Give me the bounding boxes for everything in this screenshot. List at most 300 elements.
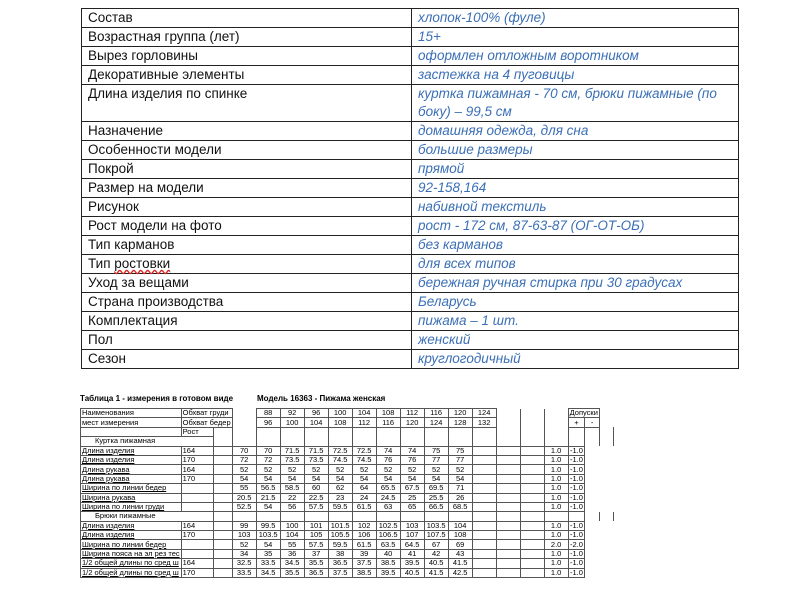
measurement-value: 24.5 — [376, 493, 400, 502]
empty-cell — [352, 427, 376, 436]
tolerance-minus-value: -1.0 — [569, 455, 583, 465]
measurement-value: 22 — [280, 493, 304, 502]
tolerance-minus-value: -1.0 — [569, 464, 583, 474]
property-row — [82, 179, 739, 198]
measurement-value: 69 — [448, 540, 472, 549]
empty-cell — [520, 437, 544, 446]
measurement-value: 41.5 — [448, 559, 472, 568]
empty-cell — [472, 493, 496, 502]
tolerance-plus: + — [568, 418, 585, 427]
hip-size-cell: 128 — [448, 418, 472, 427]
property-value: большие размеры — [412, 141, 739, 160]
measurement-value: 39.5 — [376, 568, 400, 577]
property-row — [82, 66, 739, 85]
measurement-value: 99 — [232, 521, 256, 530]
spellcheck-underline: ростовки — [114, 256, 171, 271]
measurement-value: 42 — [424, 549, 448, 558]
property-row — [82, 350, 739, 369]
empty-cell — [214, 540, 232, 549]
empty-cell — [232, 409, 256, 418]
measurement-value: 75 — [448, 446, 472, 455]
measurement-value: 41.5 — [424, 568, 448, 577]
measurement-value: 36.5 — [304, 568, 328, 577]
measurement-value: 107.5 — [424, 531, 448, 540]
measurement-value: 70 — [256, 446, 280, 455]
tolerance-minus-value: -1.0 — [569, 530, 583, 540]
property-value: пижама – 1 шт. — [412, 312, 739, 331]
measurement-height: 170 — [181, 474, 214, 483]
empty-cell — [496, 531, 520, 540]
chest-size-cell: 100 — [328, 409, 352, 418]
measurement-value: 54 — [280, 474, 304, 483]
measurement-value: 41 — [400, 549, 424, 558]
measurement-value: 54 — [232, 474, 256, 483]
property-label: Возрастная группа (лет) — [82, 28, 412, 47]
empty-cell — [448, 512, 472, 521]
empty-cell — [520, 568, 544, 577]
property-label: Вырез горловины — [82, 47, 412, 66]
measurement-value: 75 — [424, 446, 448, 455]
measurement-name: Ширина по линии бедер — [81, 484, 182, 493]
property-value: хлопок-100% (фуле) — [412, 9, 739, 28]
tolerance-plus-value: 2.0 — [544, 540, 568, 549]
measurement-value: 99.5 — [256, 521, 280, 530]
measurement-value: 62 — [328, 484, 352, 493]
property-row — [82, 312, 739, 331]
empty-cell — [520, 409, 544, 418]
empty-cell — [214, 531, 232, 540]
tolerance-minus-value: -1.0 — [569, 493, 583, 502]
empty-cell — [496, 484, 520, 493]
empty-cell — [496, 474, 520, 483]
measurement-value: 58.5 — [280, 484, 304, 493]
measurement-value: 103.5 — [256, 531, 280, 540]
tolerance-minus-value: -1.0 — [569, 474, 583, 483]
tolerance-minus-value: -1.0 — [569, 502, 583, 512]
empty-cell — [424, 437, 448, 446]
section-label: Брюки пижамные — [81, 512, 214, 521]
property-value: 92-158,164 — [412, 179, 739, 198]
empty-cell — [448, 427, 472, 436]
property-label: Страна производства — [82, 293, 412, 312]
measurement-value: 52.5 — [232, 502, 256, 511]
measurement-value: 70 — [232, 446, 256, 455]
property-label: Сезон — [82, 350, 412, 369]
measurement-value: 25 — [400, 493, 424, 502]
empty-cell — [520, 549, 544, 558]
empty-cell — [472, 427, 496, 436]
measurement-value: 68.5 — [448, 502, 472, 511]
property-label: Декоративные элементы — [82, 66, 412, 85]
measurement-name: Длина изделия — [81, 531, 182, 540]
measurement-value: 57.5 — [304, 540, 328, 549]
measurement-value: 77 — [424, 455, 448, 464]
tolerance-minus-value: -1.0 — [569, 446, 583, 455]
property-value: круглогодичный — [412, 350, 739, 369]
measurement-value: 35 — [256, 549, 280, 558]
empty-cell — [544, 512, 568, 521]
property-label: Тип карманов — [82, 236, 412, 255]
empty-cell — [520, 455, 544, 464]
chest-size-cell: 96 — [304, 409, 328, 418]
measurement-value: 60 — [304, 484, 328, 493]
empty-cell — [448, 437, 472, 446]
empty-cell — [376, 512, 400, 521]
measurement-height — [181, 502, 214, 511]
measurement-height — [181, 540, 214, 549]
measurement-value: 100 — [280, 521, 304, 530]
measurement-value: 37 — [304, 549, 328, 558]
empty-cell — [232, 437, 256, 446]
empty-cell — [256, 512, 280, 521]
tolerance-plus-value: 1.0 — [544, 465, 568, 474]
measurement-table-block — [80, 394, 748, 596]
empty-cell — [214, 559, 232, 568]
measurement-name: Длина рукава — [81, 474, 182, 483]
measurement-value: 52 — [376, 465, 400, 474]
empty-cell — [81, 427, 182, 436]
empty-cell — [496, 512, 520, 521]
empty-cell — [544, 409, 568, 418]
empty-cell — [599, 427, 613, 436]
measurement-value: 38 — [328, 549, 352, 558]
empty-cell — [214, 465, 232, 474]
empty-cell — [304, 512, 328, 521]
measurement-value: 71.5 — [304, 446, 328, 455]
measurement-value: 104 — [448, 521, 472, 530]
measurement-value: 56 — [280, 502, 304, 511]
hip-size-cell: 100 — [280, 418, 304, 427]
measurement-value: 36.5 — [328, 559, 352, 568]
empty-cell — [400, 512, 424, 521]
measurement-value: 59.5 — [328, 502, 352, 511]
empty-cell — [585, 512, 600, 521]
tolerance-minus-value: -1.0 — [569, 568, 583, 577]
measurement-value: 77 — [448, 455, 472, 464]
empty-cell — [400, 427, 424, 436]
measurement-value: 72.5 — [328, 446, 352, 455]
measurement-row — [81, 484, 614, 493]
measurement-value: 52 — [232, 540, 256, 549]
measurement-value: 54 — [424, 474, 448, 483]
section-label: Куртка пижамная — [81, 437, 214, 446]
measurement-height: 170 — [181, 455, 214, 464]
measurement-value: 42.5 — [448, 568, 472, 577]
measurement-height: 170 — [181, 531, 214, 540]
measurement-value: 108 — [448, 531, 472, 540]
measurement-row — [81, 455, 614, 464]
hip-girth-label: Обхват бедер — [182, 417, 231, 427]
measurement-height: 164 — [181, 559, 214, 568]
measurement-name: Ширина рукава — [81, 493, 182, 502]
measurement-value: 101 — [304, 521, 328, 530]
measurement-value: 69.5 — [424, 484, 448, 493]
measurement-name: Длина изделия — [81, 455, 182, 464]
empty-cell — [472, 512, 496, 521]
measurement-value: 52 — [352, 465, 376, 474]
measurement-value: 103.5 — [424, 521, 448, 530]
measurement-value: 52 — [448, 465, 472, 474]
empty-cell — [520, 559, 544, 568]
empty-cell — [328, 512, 352, 521]
measurement-name: Длина изделия — [81, 521, 182, 530]
measurement-value: 67 — [424, 540, 448, 549]
empty-cell — [472, 465, 496, 474]
empty-cell — [520, 502, 544, 511]
measurement-name: 1/2 общей длины по сред ш — [81, 559, 182, 568]
section-row — [81, 437, 614, 446]
measurement-header-height — [81, 427, 614, 436]
measurement-value: 74.5 — [328, 455, 352, 464]
property-label: Особенности модели — [82, 141, 412, 160]
empty-cell — [424, 512, 448, 521]
measurement-height — [181, 484, 214, 493]
hip-size-cell: 124 — [424, 418, 448, 427]
property-value: прямой — [412, 160, 739, 179]
empty-cell — [472, 484, 496, 493]
empty-cell — [214, 521, 232, 530]
empty-cell — [256, 427, 280, 436]
empty-cell — [472, 437, 496, 446]
product-characteristics-table — [81, 8, 739, 369]
empty-cell — [400, 437, 424, 446]
measurement-row — [81, 493, 614, 502]
empty-cell — [472, 549, 496, 558]
measurement-row — [81, 540, 614, 549]
measurement-value: 52 — [328, 465, 352, 474]
empty-cell — [585, 427, 600, 436]
empty-cell — [328, 427, 352, 436]
measurement-value: 71 — [448, 484, 472, 493]
measurement-value: 71.5 — [280, 446, 304, 455]
measurement-value: 32.5 — [232, 559, 256, 568]
measurement-name: Ширина по линии бедер — [81, 540, 182, 549]
measurement-row — [81, 559, 614, 568]
measurement-value: 54 — [256, 474, 280, 483]
property-row — [82, 47, 739, 66]
measurement-value: 34 — [232, 549, 256, 558]
measurement-value: 63 — [376, 502, 400, 511]
measurement-value: 54 — [448, 474, 472, 483]
measurement-height: 170 — [181, 568, 214, 577]
property-label: Пол — [82, 331, 412, 350]
measurement-table-title: Таблица 1 - измерения в готовом виде — [80, 394, 234, 403]
empty-cell — [496, 549, 520, 558]
empty-cell — [496, 559, 520, 568]
measurement-value: 103 — [232, 531, 256, 540]
tolerance-plus-value: 1.0 — [544, 521, 568, 530]
measurement-value: 54 — [400, 474, 424, 483]
empty-cell — [520, 531, 544, 540]
empty-cell — [520, 493, 544, 502]
empty-cell — [496, 540, 520, 549]
measurement-value: 54 — [352, 474, 376, 483]
property-label: Уход за вещами — [82, 274, 412, 293]
property-value: 15+ — [412, 28, 739, 47]
tolerance-minus-value: -1.0 — [569, 549, 583, 559]
measurement-value: 105 — [304, 531, 328, 540]
measurement-value: 37.5 — [328, 568, 352, 577]
measurement-value: 65.5 — [376, 484, 400, 493]
empty-cell — [256, 437, 280, 446]
chest-girth-label: Обхват груди — [181, 409, 232, 418]
measurement-value: 35.5 — [280, 568, 304, 577]
measurement-value: 52 — [232, 465, 256, 474]
property-row — [82, 255, 739, 274]
measurement-value: 52 — [256, 465, 280, 474]
measurement-value: 102 — [352, 521, 376, 530]
property-value: рост - 172 см, 87-63-87 (ОГ-ОТ-ОБ) — [412, 217, 739, 236]
measurement-value: 103 — [400, 521, 424, 530]
empty-cell — [214, 446, 232, 455]
measurement-value: 106 — [352, 531, 376, 540]
empty-cell — [520, 474, 544, 483]
tolerance-plus-value: 1.0 — [544, 549, 568, 558]
hip-size-cell: 120 — [400, 418, 424, 427]
empty-cell — [568, 512, 585, 521]
property-label: Назначение — [82, 122, 412, 141]
chest-size-cell: 112 — [400, 409, 424, 418]
measurement-value: 72 — [232, 455, 256, 464]
empty-cell — [472, 559, 496, 568]
measurement-height: 164 — [181, 465, 214, 474]
empty-cell — [520, 446, 544, 455]
measurement-row — [81, 465, 614, 474]
measurement-row — [81, 502, 614, 511]
measurement-row — [81, 531, 614, 540]
measurement-value: 40.5 — [400, 568, 424, 577]
empty-cell — [376, 437, 400, 446]
empty-cell — [280, 427, 304, 436]
empty-cell — [496, 427, 520, 436]
property-row — [82, 85, 739, 122]
chest-size-cell: 116 — [424, 409, 448, 418]
measurement-value: 54 — [256, 540, 280, 549]
measurement-height — [181, 549, 214, 558]
property-value: без карманов — [412, 236, 739, 255]
empty-cell — [496, 418, 520, 427]
measurement-value: 40.5 — [424, 559, 448, 568]
empty-cell — [520, 484, 544, 493]
measurement-value: 54 — [256, 502, 280, 511]
empty-cell — [304, 427, 328, 436]
measurement-value: 73.5 — [304, 455, 328, 464]
tolerance-minus-value: -2.0 — [569, 539, 583, 549]
tolerance-plus-value: 1.0 — [544, 568, 568, 577]
empty-cell — [496, 493, 520, 502]
empty-cell — [472, 568, 496, 577]
measurement-value: 64 — [352, 484, 376, 493]
tolerance-plus-value: 1.0 — [544, 493, 568, 502]
empty-cell — [424, 427, 448, 436]
measurement-table-model: Модель 16363 - Пижама женская — [257, 394, 386, 403]
measurement-value: 43 — [448, 549, 472, 558]
measurement-value: 57.5 — [304, 502, 328, 511]
empty-cell — [232, 427, 256, 436]
property-value: застежка на 4 пуговицы — [412, 66, 739, 85]
measurement-value: 21.5 — [256, 493, 280, 502]
empty-cell — [280, 437, 304, 446]
property-value: бережная ручная стирка при 30 градусах — [412, 274, 739, 293]
empty-cell — [496, 502, 520, 511]
empty-cell — [472, 455, 496, 464]
empty-cell — [544, 418, 568, 427]
empty-cell — [376, 427, 400, 436]
measurement-name: Длина рукава — [81, 465, 182, 474]
measurement-value: 74 — [376, 446, 400, 455]
measurement-value: 107 — [400, 531, 424, 540]
property-label: Покрой — [82, 160, 412, 179]
measurement-row — [81, 568, 614, 577]
measurement-row — [81, 446, 614, 455]
measurement-value: 34.5 — [280, 559, 304, 568]
measurement-name: Длина изделия — [81, 446, 182, 455]
measurement-value: 34.5 — [256, 568, 280, 577]
property-label: Размер на модели — [82, 179, 412, 198]
empty-cell — [214, 568, 232, 577]
measurement-height — [181, 493, 214, 502]
measurement-value: 73.5 — [280, 455, 304, 464]
measurement-row — [81, 549, 614, 558]
empty-cell — [520, 427, 544, 436]
measurement-value: 65 — [400, 502, 424, 511]
chest-size-cell: 120 — [448, 409, 472, 418]
tolerance-plus-value: 1.0 — [544, 531, 568, 540]
measurement-table — [80, 408, 614, 578]
chest-size-cell: 104 — [352, 409, 376, 418]
empty-cell — [496, 568, 520, 577]
measurement-value: 33.5 — [232, 568, 256, 577]
property-label: Длина изделия по спинке — [82, 85, 412, 122]
measurement-value: 23 — [328, 493, 352, 502]
measurement-value: 106.5 — [376, 531, 400, 540]
measurement-name: Ширина пояса на эл рез тес — [82, 549, 180, 559]
property-row — [82, 122, 739, 141]
hip-size-cell: 104 — [304, 418, 328, 427]
property-row — [82, 236, 739, 255]
hip-size-cell: 116 — [376, 418, 400, 427]
empty-cell — [214, 437, 232, 446]
measurement-value: 54 — [376, 474, 400, 483]
empty-cell — [520, 465, 544, 474]
hip-size-cell: 132 — [472, 418, 496, 427]
empty-cell — [214, 549, 232, 558]
hip-size-cell: 108 — [328, 418, 352, 427]
property-value: домашняя одежда, для сна — [412, 122, 739, 141]
empty-cell — [520, 418, 544, 427]
property-row — [82, 28, 739, 47]
height-label: Рост — [181, 427, 214, 436]
property-value: женский — [412, 331, 739, 350]
measurement-height: 164 — [181, 446, 214, 455]
property-value: оформлен отложным воротником — [412, 47, 739, 66]
property-value: для всех типов — [412, 255, 739, 274]
property-label: Состав — [82, 9, 412, 28]
measurement-value: 54 — [304, 474, 328, 483]
measurement-row — [81, 474, 614, 483]
tolerance-plus-value: 1.0 — [544, 559, 568, 568]
section-row — [81, 512, 614, 521]
empty-cell — [520, 512, 544, 521]
property-label: Рост модели на фото — [82, 217, 412, 236]
measurement-value: 104 — [280, 531, 304, 540]
tolerance-plus-value: 1.0 — [544, 446, 568, 455]
empty-cell — [496, 465, 520, 474]
header-name-label: мест измерения — [81, 418, 182, 427]
tolerance-minus-value: -1.0 — [569, 483, 583, 493]
property-row — [82, 160, 739, 179]
property-row — [82, 198, 739, 217]
